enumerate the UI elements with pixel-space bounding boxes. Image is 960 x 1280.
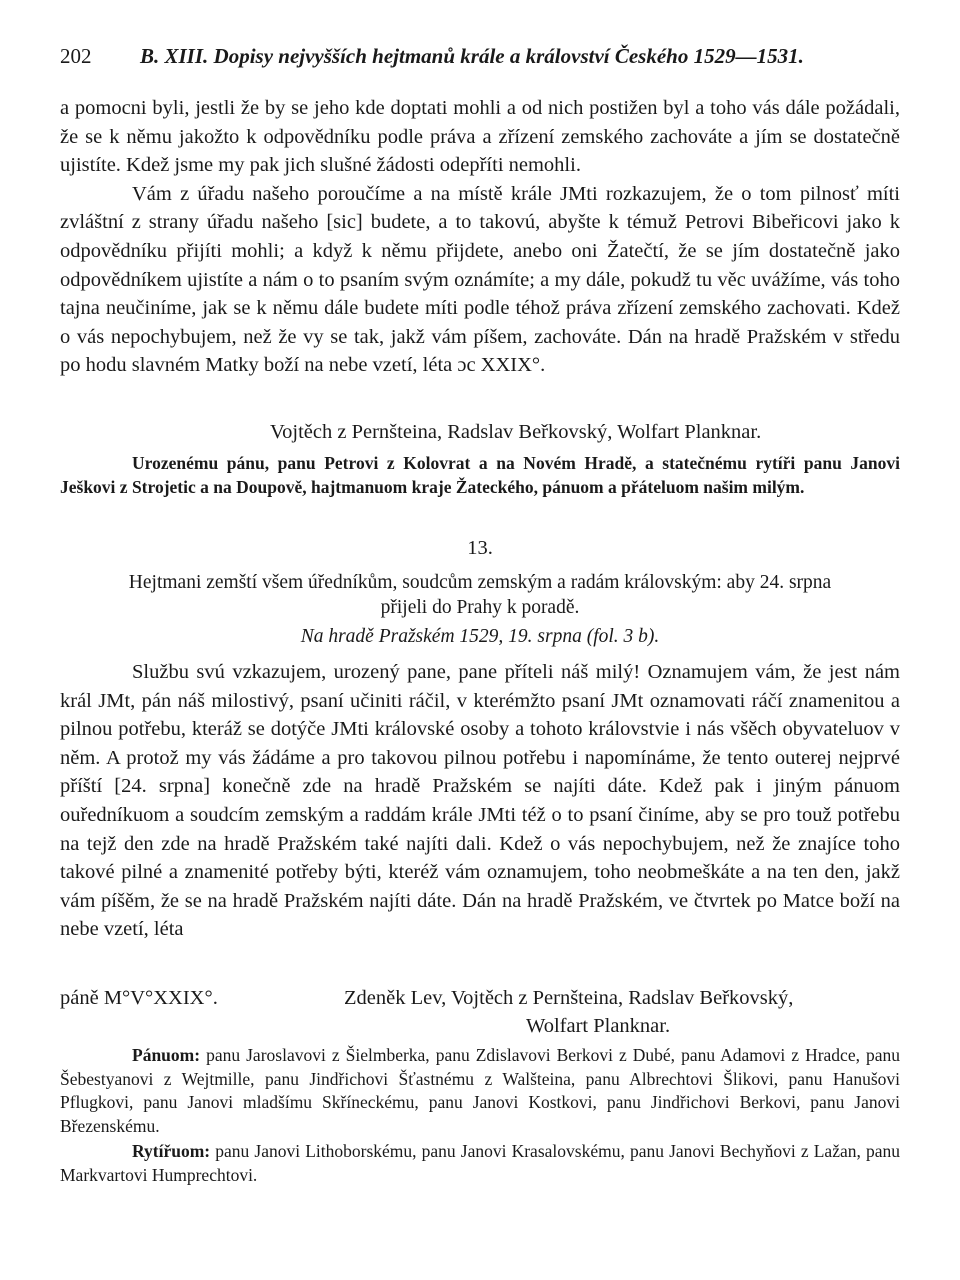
running-title: B. XIII. Dopisy nejvyšších hejtmanů krále a království Českého 1529—1531. [140,44,804,68]
document-title-line-1: Hejtmani zemští všem úředníkům, soudcům zemským a radám královským: aby 24. srpna [128,572,832,593]
letter-13-date-end: páně M°V°XXIX°. [60,987,218,1009]
document-title-line-2: přijeli do Prahy k poradě. [380,597,580,618]
addressees-lords-lead: Pánuom: [132,1045,201,1065]
letter-13-paragraph: Službu svú vzkazujem, urozený pane, pane příteli náš milý! Oznamujem vám, že jest nám král JMt, pán náš milostivý, psaní učiniti ráčil, v kterémžto psaní JMt oznamovati ráčí znamenitou a pilnou potřebu, kteráž se dotýče JMti královské osoby a tohoto královstvie i nás všěch obyvateluov v něm. A protož my vás žádáme a pro takovou pilnou potřebu i napomínáme, že tento outerej nejprvé příští [24. srpna] konečně zde na hradě Pražském se najíti dáte. Kdež pak i jiným pánuom ouředníkuom a soudcím zemským a raddám krále JMti též o to psaní činíme, aby se pro touž potřebu na tejž den zde na hradě Pražském také najíti dali. Kdež o vás nepochybujem, než že znajíce toho takové pilné a znamenité potřeby býti, kteréž vám oznamujem, toho neobmeškáte a na ten den, jakž vám píšěm, že se na hradě Pražském najíti dáte. Dán na hradě Pražském, ve čtvrtek po Matce boží na nebe vzetí, léta [60,661,900,941]
addressees-knights [60,1140,900,1187]
letter-12-continuation: a pomocni byli, jestli že by se jeho kde doptati mohli a od nich postižen byl a toho vás dále požádali, že se k němu jakožto k odpovědníku podle práva a zřízení zemského zachováte a jím se dostatečně ujistíte. Kdež jsme my pak jich slušné žádosti odepříti nemohli. [60,97,900,177]
letter-12-body [60,94,900,380]
page-number: 202 [60,44,92,68]
letter-13-signatories-line-2: Wolfart Planknar. [526,1015,671,1037]
page-header [60,44,920,78]
letter-12-signatories: Vojtěch z Pernšteina, Radslav Beřkovský, Wolfart Planknar. [270,421,762,443]
letter-12-address-text: Urozenému pánu, panu Petrovi z Kolovrat a na Novém Hradě, a statečnému rytíři panu Janovi Ješkovi z Strojetic a na Doupově, hajtmanuom kraje Žateckého, pánuom a přáteluom našim milým. [60,453,900,497]
document-number: 13. [467,537,493,559]
addressees-knights-list: panu Janovi Lithoborskému, panu Janovi Krasalovskému, panu Janovi Bechyňovi z Lažan, panu Markvartovi Humprechtovi. [60,1141,900,1185]
addressees-lords-list: panu Jaroslavovi z Šielmberka, panu Zdislavovi Berkovi z Dubé, panu Adamovi z Hradce, panu Šebestyanovi z Wejtmille, panu Jindřichovi Šťastnému z Walšteina, panu Albrechtovi Šlikovi, panu Hanušovi Pflugkovi, panu Janovi mladšímu Skříneckému, panu Janovi Kostkovi, panu Jindřichovi Berkovi, panu Janovi Březenskému. [60,1045,900,1136]
document-title [60,570,900,620]
addressees-knights-lead: Rytířuom: [132,1141,211,1162]
letter-13-signatories-line-1: Zdeněk Lev, Vojtěch z Pernšteina, Radslav Beřkovský, [344,987,794,1009]
letter-13-addressees [60,1044,900,1188]
letter-12-paragraph: Vám z úřadu našeho poroučíme a na místě krále JMti rozkazujem, že o tom pilnosť míti zvláštní z strany úřadu našeho [sic] budete, a to takovú, abyšte k témuž Petrovi Bibeřicovi jako k odpovědníku přijíti mohli; a když k němu přijdete, anebo oni Žatečtí, že se jím dostatečně jako odpovědníkem ujistíte a nám o to psaním svým oznámíte; a my dále, pokudž tu věc uvážíme, vás toho tajna neučiníme, jak se k němu dále budete míti podle téhož práva zřízení zemského zachovati. Kdež o vás nepochybujem, než že vy se tak, jakž vám píšem, zachováte. Dán na hradě Pražském v středu po hodu slavném Matky boží na nebe vzetí, léta ɔc XXIX°. [60,182,900,377]
letter-12-address [60,452,900,499]
addressees-lords [60,1044,900,1138]
document-date-place: Na hradě Pražském 1529, 19. srpna (fol. 3 b). [300,626,660,647]
letter-13-body [60,658,900,944]
